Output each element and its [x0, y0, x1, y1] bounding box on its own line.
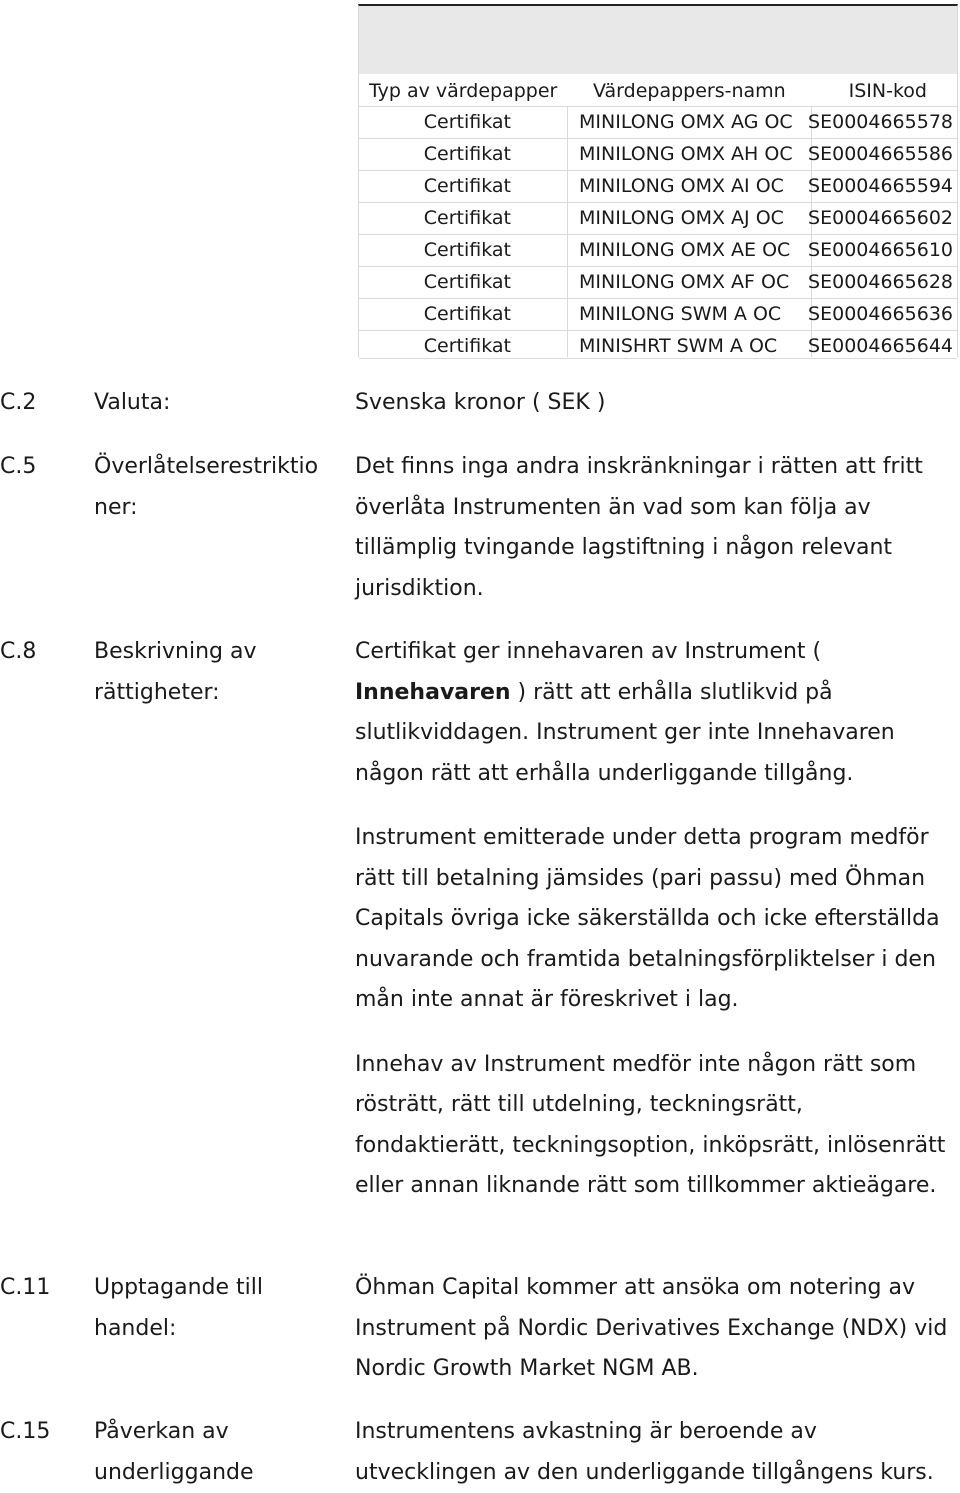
cell-type: Certifikat — [423, 143, 511, 165]
section-code: C.2 — [0, 390, 37, 415]
voting-paragraph: Innehav av Instrument medför inte någon rätt som rösträtt, rätt till utdelning, teckningsrätt, fondaktierätt, teckningsoption, inköpsrätt, inlösenrätt eller annan liknande rätt som tillkommer aktieägare. — [355, 1051, 946, 1198]
cell-isin: SE0004665628 — [808, 271, 953, 293]
table-row — [359, 138, 957, 170]
cell-type: Certifikat — [423, 303, 511, 325]
cell-isin: SE0004665594 — [808, 175, 953, 197]
cell-type: Certifikat — [423, 335, 511, 357]
cell-name: MINILONG OMX AG OC — [579, 111, 793, 133]
cell-name: MINILONG OMX AE OC — [579, 239, 791, 261]
section-code: C.11 — [0, 1275, 51, 1300]
currency-value: Svenska kronor ( SEK ) — [355, 390, 606, 415]
cell-isin: SE0004665578 — [808, 111, 953, 133]
cell-type: Certifikat — [423, 111, 511, 133]
cell-name: MINILONG SWM A OC — [579, 303, 782, 325]
section-label: Påverkan av underliggande — [94, 1419, 254, 1485]
rights-text-end: ) rätt att erhålla slutlikvid på slutlikviddagen. Instrument ger inte Innehavaren någon rätt att erhålla underliggande tillgång. — [355, 679, 895, 786]
cell-isin: SE0004665610 — [808, 239, 953, 261]
table-row — [359, 106, 957, 138]
cell-name: MINILONG OMX AI OC — [579, 175, 784, 197]
header-isin: ISIN-kod — [848, 80, 927, 102]
cell-name: MINILONG OMX AF OC — [579, 271, 790, 293]
cell-type: Certifikat — [423, 239, 511, 261]
cell-isin: SE0004665586 — [808, 143, 953, 165]
table-row — [359, 266, 957, 298]
section-code: C.15 — [0, 1419, 51, 1444]
rights-text-start: Certifikat ger innehavaren av Instrument ( — [355, 639, 822, 664]
section-text — [355, 632, 958, 1231]
cell-isin: SE0004665602 — [808, 207, 953, 229]
cell-isin: SE0004665636 — [808, 303, 953, 325]
cell-name: MINILONG OMX AH OC — [579, 143, 793, 165]
section-text: Öhman Capital kommer att ansöka om notering av Instrument på Nordic Derivatives Exchange (NDX) vid Nordic Growth Market NGM AB. — [355, 1275, 948, 1381]
section-code: C.5 — [0, 454, 37, 479]
header-name: Värdepappers-namn — [593, 80, 786, 102]
cell-name: MINILONG OMX AJ OC — [579, 207, 784, 229]
ranking-paragraph: Instrument emitterade under detta program medför rätt till betalning jämsides (pari passu) med Öhman Capitals övriga icke säkerställda och icke efterställda nuvarande och framtida betalningsförpliktelser i den mån inte annat är föreskrivet i lag. — [355, 825, 940, 1012]
cell-type: Certifikat — [423, 271, 511, 293]
section-label: Beskrivning av rättigheter: — [94, 639, 257, 705]
table-row — [359, 234, 957, 266]
section-label: Överlåtelserestriktio ner: — [94, 454, 319, 520]
table-header-band — [359, 6, 957, 74]
header-type: Typ av värdepapper — [369, 80, 558, 102]
section-label: Valuta: — [94, 390, 171, 415]
cell-name: MINISHRT SWM A OC — [579, 335, 778, 357]
section-code: C.8 — [0, 639, 37, 664]
cell-type: Certifikat — [423, 207, 511, 229]
table-row — [359, 330, 957, 359]
holder-term: Innehavaren — [355, 679, 511, 705]
rights-paragraph — [355, 632, 958, 794]
table-row — [359, 298, 957, 330]
section-label: Upptagande till handel: — [94, 1275, 263, 1341]
table-row — [359, 202, 957, 234]
table-row — [359, 170, 957, 202]
section-text: Det finns inga andra inskränkningar i rätten att fritt överlåta Instrumenten än vad som kan följa av tillämplig tvingande lagstiftning i någon relevant jurisdiktion. — [355, 454, 923, 601]
section-text: Instrumentens avkastning är beroende av utvecklingen av den underliggande tillgångens kurs. — [355, 1419, 934, 1485]
cell-type: Certifikat — [423, 175, 511, 197]
cell-isin: SE0004665644 — [808, 335, 953, 357]
securities-table — [358, 4, 958, 357]
